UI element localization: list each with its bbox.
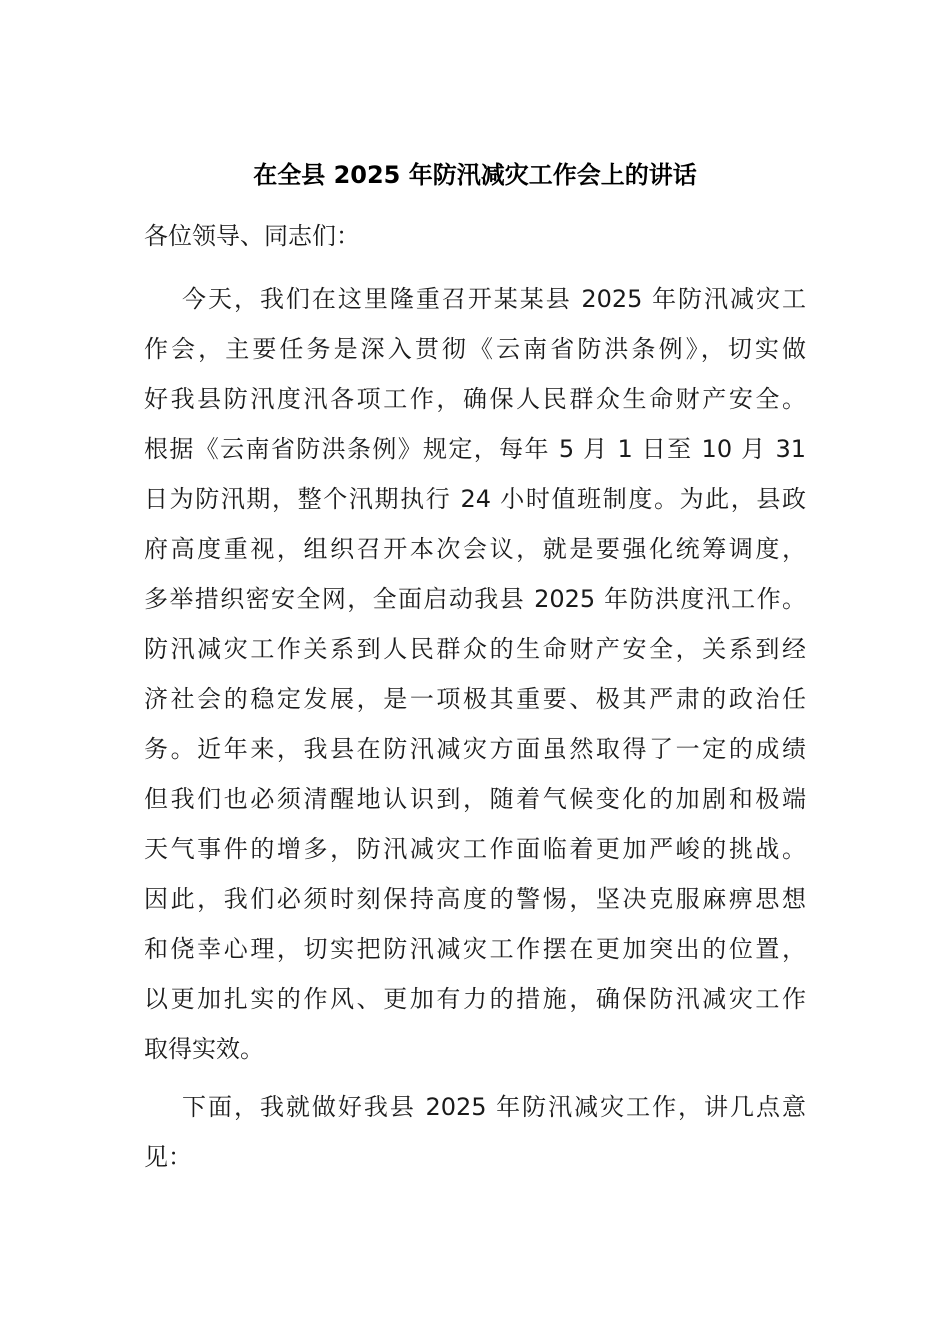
text-line: 取得实效。	[144, 1035, 264, 1063]
text-line: 天气事件的增多，防汛减灾工作面临着更加严峻的挑战。	[144, 835, 806, 863]
text-line: 防汛减灾工作关系到人民群众的生命财产安全，关系到经	[144, 635, 806, 663]
text-line: 因此，我们必须时刻保持高度的警惕，坚决克服麻痹思想	[144, 885, 806, 913]
text-line: 今天，我们在这里隆重召开某某县 2025 年防汛减灾工	[182, 285, 806, 313]
paragraph-transition	[144, 1082, 806, 1182]
text-line: 多举措织密安全网，全面启动我县 2025 年防洪度汛工作。	[144, 585, 806, 613]
text-line: 但我们也必须清醒地认识到，随着气候变化的加剧和极端	[144, 785, 806, 813]
text-line: 济社会的稳定发展，是一项极其重要、极其严肃的政治任	[144, 685, 806, 713]
paragraph-opening	[144, 274, 806, 1074]
text-line: 下面，我就做好我县 2025 年防汛减灾工作，讲几点意	[182, 1093, 806, 1121]
text-line: 作会，主要任务是深入贯彻《云南省防洪条例》，切实做	[144, 335, 806, 363]
text-line: 根据《云南省防洪条例》规定，每年 5 月 1 日至 10 月 31	[144, 435, 806, 463]
text-line: 好我县防汛度汛各项工作，确保人民群众生命财产安全。	[144, 385, 806, 413]
text-line: 见：	[144, 1143, 192, 1171]
text-line: 务。近年来，我县在防汛减灾方面虽然取得了一定的成绩	[144, 735, 806, 763]
text-line: 日为防汛期，整个汛期执行 24 小时值班制度。为此，县政	[144, 485, 806, 513]
salutation: 各位领导、同志们：	[144, 222, 360, 250]
text-line: 府高度重视，组织召开本次会议，就是要强化统筹调度，	[144, 535, 806, 563]
text-line: 和侥幸心理，切实把防汛减灾工作摆在更加突出的位置，	[144, 935, 806, 963]
text-line: 以更加扎实的作风、更加有力的措施，确保防汛减灾工作	[144, 985, 806, 1013]
page-title: 在全县 2025 年防汛减灾工作会上的讲话	[253, 161, 697, 189]
